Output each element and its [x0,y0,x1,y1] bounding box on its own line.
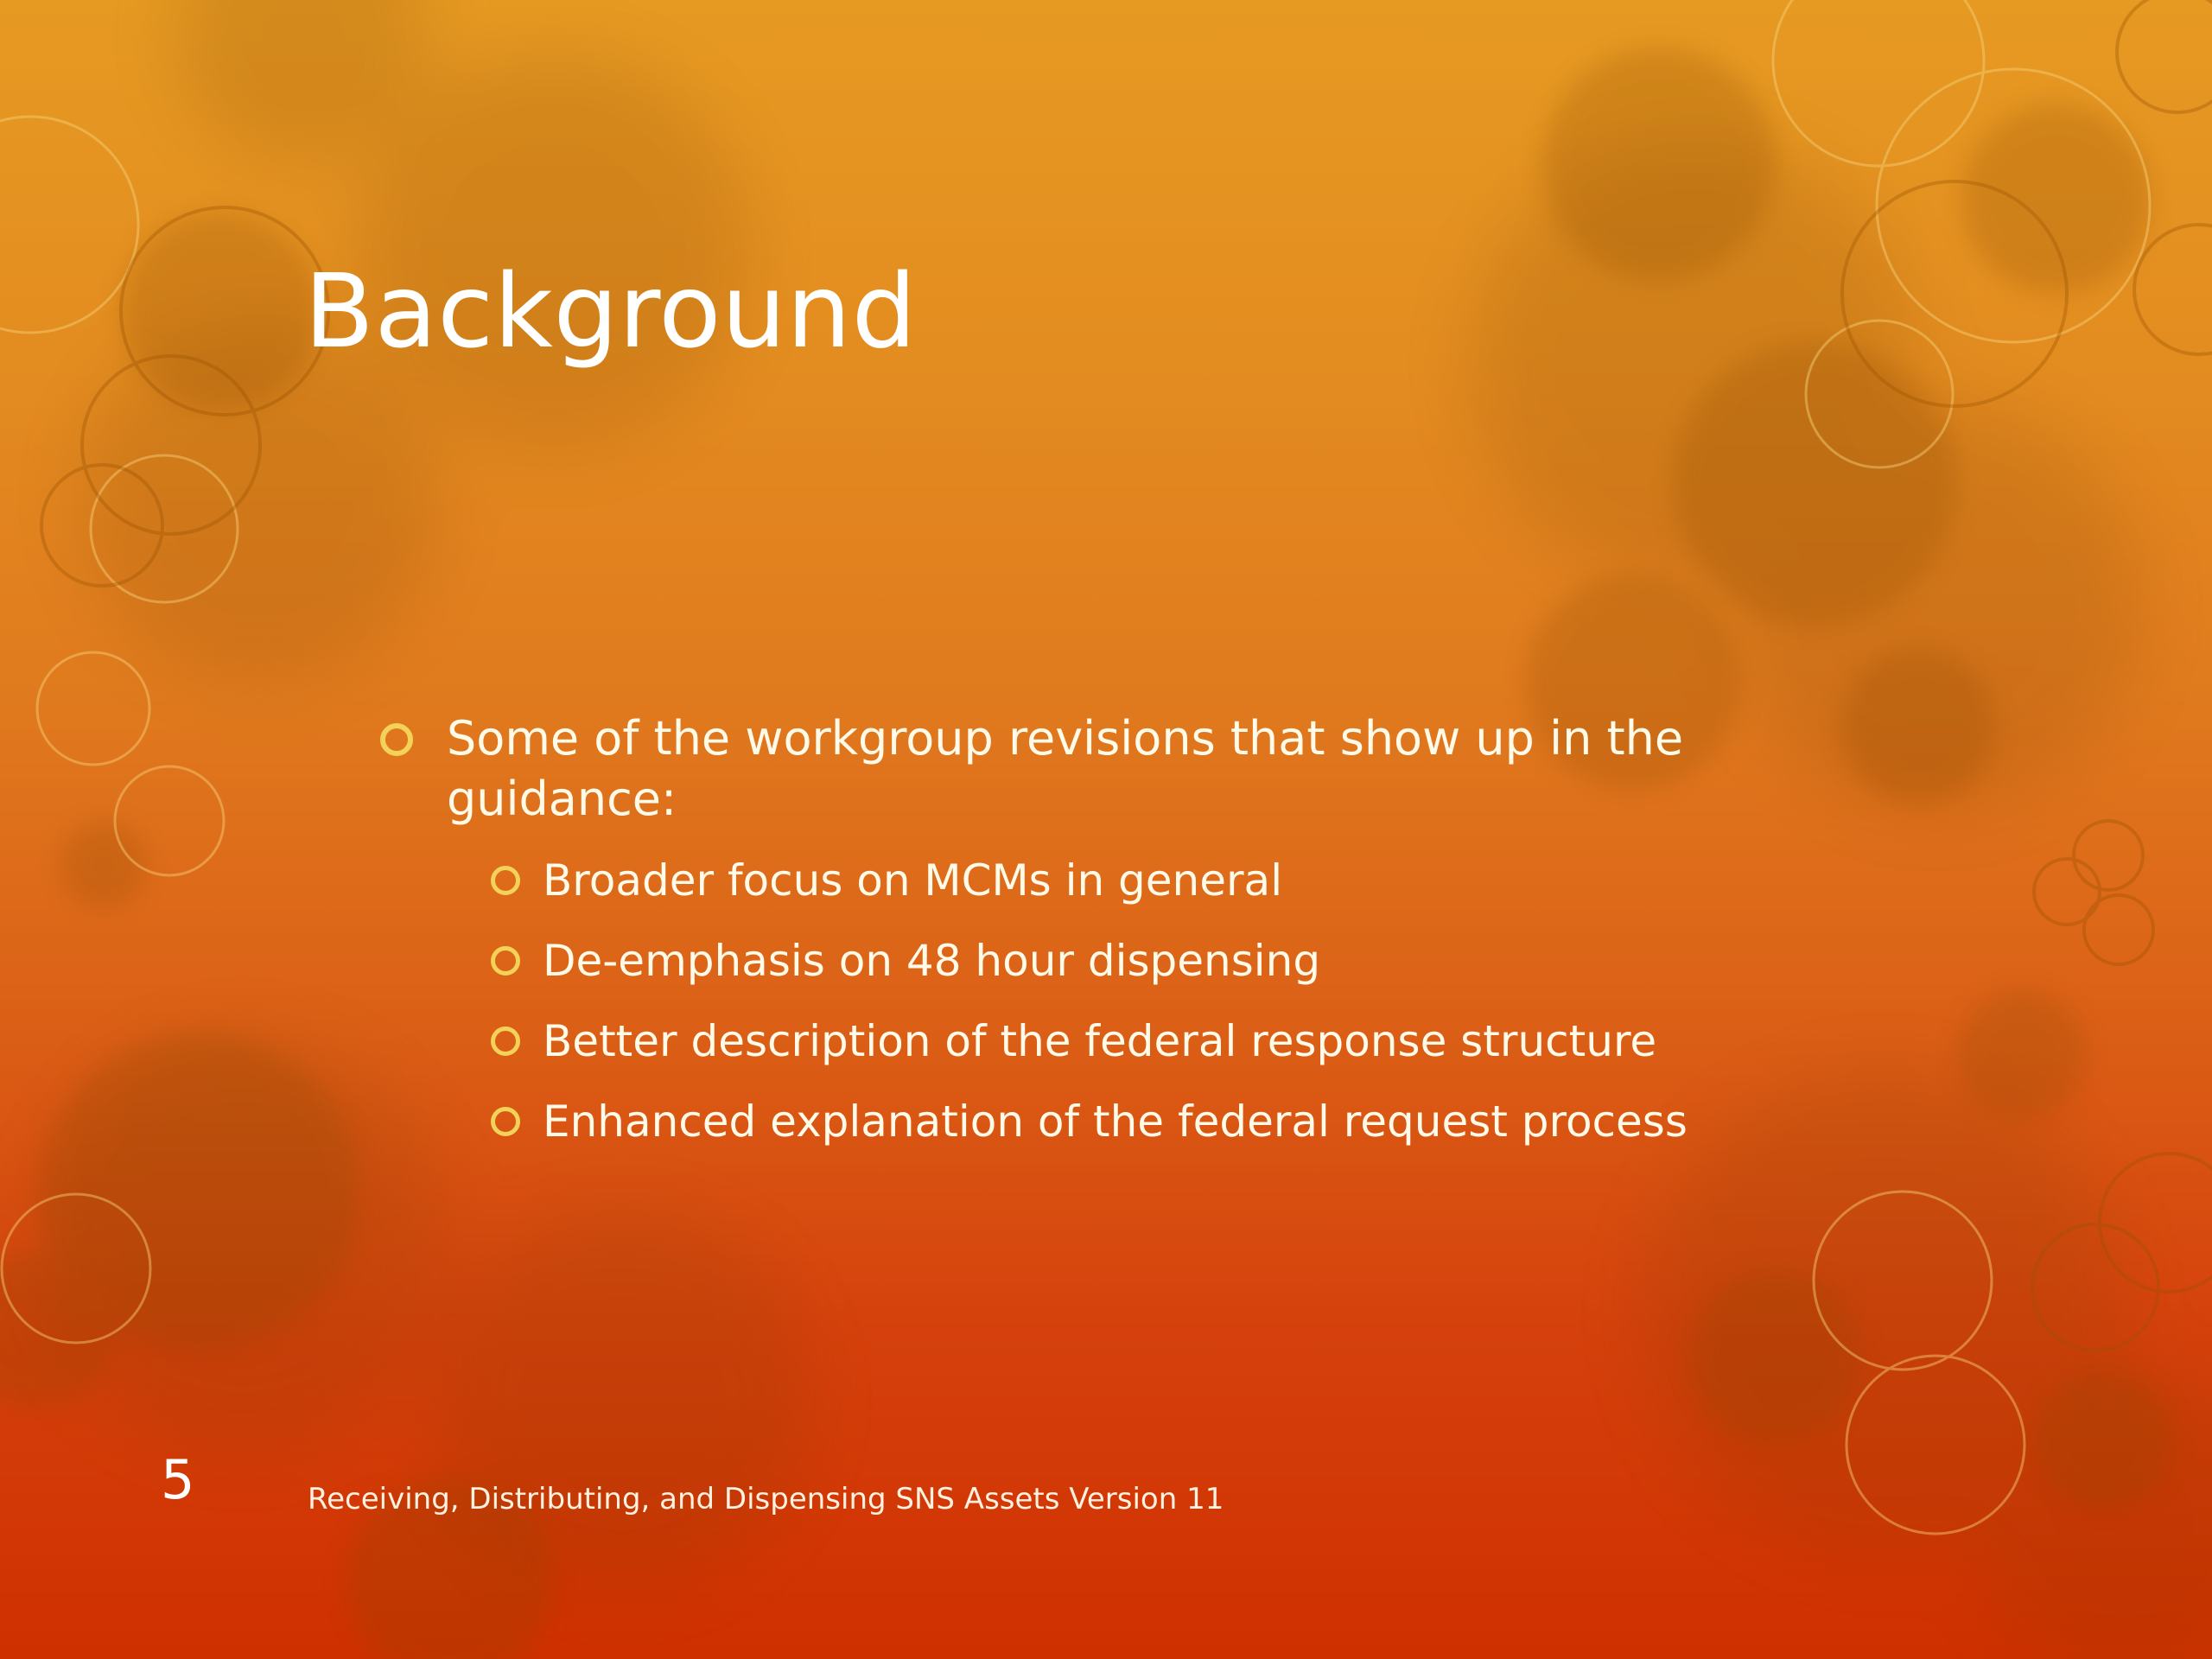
slide-title: Background [304,251,917,371]
hollow-circle-bullet-icon [491,1107,520,1136]
sub-bullet-text: Better description of the federal response structure [543,1016,1657,1066]
hollow-circle-bullet-icon [491,1027,520,1056]
sub-bullet-text: Broader focus on MCMs in general [543,855,1283,906]
hollow-circle-bullet-icon [491,866,520,895]
sub-bullet-item [491,1093,1849,1150]
bullet-list [380,709,1849,1173]
hollow-circle-bullet-icon [491,946,520,976]
sub-bullet-item [491,1013,1849,1070]
slide-footer: Receiving, Distributing, and Dispensing SNS Assets Version 11 [308,1482,1224,1516]
sub-bullet-text: Enhanced explanation of the federal request process [543,1096,1688,1147]
slide-number: 5 [161,1448,195,1511]
bullet-text: Some of the workgroup revisions that show up in the guidance: [447,711,1684,826]
sub-bullet-item [491,852,1849,909]
sub-bullet-item [491,932,1849,989]
sub-bullet-text: De-emphasis on 48 hour dispensing [543,936,1321,986]
hollow-circle-bullet-icon [380,723,413,756]
bullet-item [380,709,1849,830]
